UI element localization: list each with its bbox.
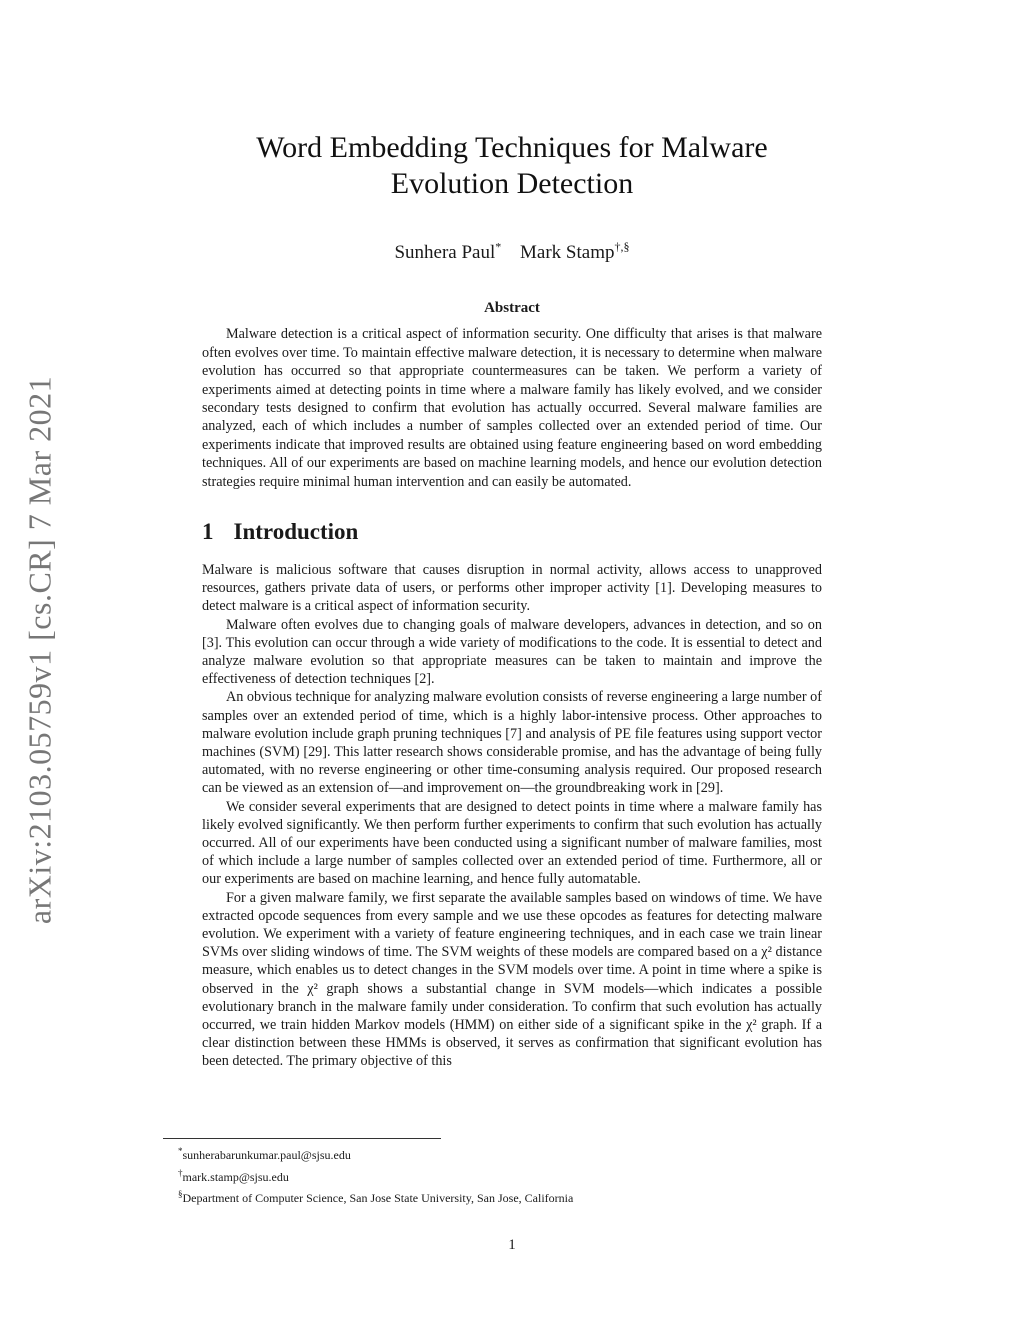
paper-title: Word Embedding Techniques for Malware Evolution Detection — [256, 131, 768, 200]
footnote-mark: * — [178, 1146, 183, 1156]
author-name: Mark Stamp — [520, 242, 615, 264]
author-footnote-mark: †,§ — [614, 240, 630, 254]
footnote-mark: § — [178, 1189, 183, 1199]
footnote-mark: † — [178, 1167, 183, 1178]
author-list — [202, 240, 822, 264]
body-paragraph: Malware is malicious software that causes disruption in normal activity, allows access to unapproved resources, gathers private data of users, or performs other improper activity [1]. Developing measures to detect malware is a critical aspect of information security. — [202, 561, 822, 615]
footnote-divider — [163, 1138, 441, 1139]
body-paragraph: For a given malware family, we first separate the available samples based on windows of time. We have extracted opcode sequences from every sample and we use these opcodes as features for detecting malware evolution. We experiment with a variety of feature engineering techniques, and in each case we train linear SVMs over sliding windows of time. The SVM weights of these models are compared based on a χ² distance measure, which enables us to detect changes in the SVM models over time. A point in time where a spike is observed in the χ² graph shows a substantial change in SVM models—which indicates a possible evolutionary branch in the malware family under consideration. To confirm that such evolution has actually occurred, we train hidden Markov models (HMM) on either side of a significant spike in the χ² graph. If a clear distinction between these HMMs is observed, it serves as confirmation that significant evolution has been detected. The primary objective of this — [202, 889, 822, 1070]
footnote-email-stamp[interactable]: mark.stamp@sjsu.edu — [182, 1169, 289, 1184]
introduction-body — [202, 561, 822, 1071]
abstract-heading: Abstract — [484, 300, 540, 317]
author-stamp — [520, 242, 629, 263]
page-number: 1 — [508, 1237, 516, 1253]
author-paul — [394, 242, 501, 263]
author-footnote-mark: * — [495, 240, 502, 254]
arxiv-identifier-stamp: arXiv:2103.05759v1 [cs.CR] 7 Mar 2021 — [21, 375, 58, 925]
section-title: Introduction — [233, 518, 359, 544]
footnote-item — [178, 1165, 818, 1187]
body-paragraph: We consider several experiments that are designed to detect points in time where a malware family has likely evolved significantly. We then perform further experiments to confirm that such evolution has actually occurred. All of our experiments have been conducted using a significant number of malware families, most of which include a large number of samples collected over an extended period of time. Furthermore, all or our experiments are based on machine learning, and hence fully automatable. — [202, 798, 822, 888]
body-paragraph: An obvious technique for analyzing malware evolution consists of reverse engineering a large number of samples over an extended period of time, which is a highly labor-intensive process. Other approaches to malware evolution include graph pruning techniques [7] and analysis of PE file features using support vector machines (SVM) [29]. This latter research shows considerable promise, and has the advantage of being fully automated, with no reverse engineering or other time-consuming analysis required. Our proposed research can be viewed as an extension of—and improvement on—the groundbreaking work in [29]. — [202, 689, 822, 797]
author-name: Sunhera Paul — [394, 242, 496, 264]
footnote-affiliation: Department of Computer Science, San Jose State University, San Jose, California — [182, 1191, 574, 1205]
paper-page — [202, 0, 822, 1071]
footnote-email-paul[interactable]: sunherabarunkumar.paul@sjsu.edu — [182, 1148, 351, 1162]
abstract-text: Malware detection is a critical aspect of information security. One difficulty that arises is that malware often evolves over time. To maintain effective malware detection, it is necessary to determine when malware evolution has occurred so that appropriate countermeasures can be taken. We perform a variety of experiments aimed at detecting points in time where a malware family has likely evolved, and we consider secondary tests designed to confirm that evolution has actually occurred. Several malware families are analyzed, each of which includes a number of samples collected over an extended period of time. Our experiments indicate that improved results are obtained using feature engineering based on word embedding techniques. All of our experiments are based on machine learning models, and hence our evolution detection strategies require minimal human intervention and can easily be automated. — [202, 326, 822, 490]
footnotes — [178, 1143, 818, 1208]
body-paragraph: Malware often evolves due to changing goals of malware developers, advances in detection, and so on [3]. This evolution can occur through a wide variety of modifications to the code. It is essential to detect and analyze malware evolution so that appropriate measures can be taken to maintain and improve the effectiveness of detection techniques [2]. — [202, 616, 822, 688]
section-heading-introduction — [202, 519, 822, 545]
footnote-item — [178, 1143, 818, 1165]
footnote-item — [178, 1186, 818, 1208]
section-number: 1 — [202, 518, 214, 544]
